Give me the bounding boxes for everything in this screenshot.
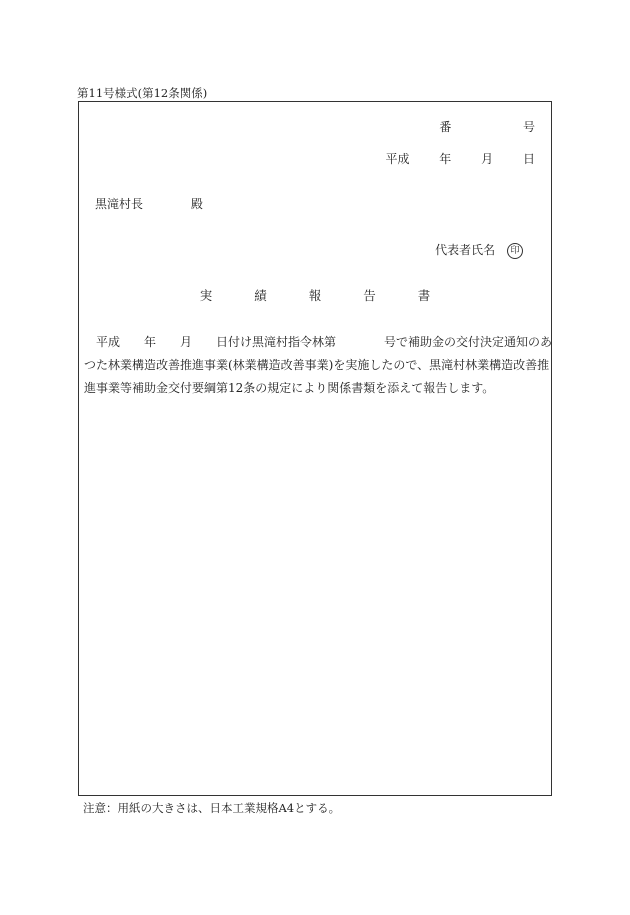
footnote: 注意：用紙の大きさは、日本工業規格A4とする。 — [83, 801, 341, 815]
title-char: 実 — [199, 288, 213, 303]
title-char: 告 — [363, 288, 376, 303]
body-text — [84, 331, 553, 400]
date-era: 平成 — [385, 152, 410, 166]
document-title — [79, 286, 551, 304]
document-frame — [78, 101, 552, 796]
representative-label: 代表者氏名 — [435, 243, 496, 257]
document-number-row — [439, 118, 535, 135]
addressee-honorific: 殿 — [190, 197, 203, 211]
number-label: 番 — [439, 120, 452, 134]
seal-icon: 印 — [507, 243, 523, 259]
title-char: 書 — [417, 288, 431, 303]
date-day-unit: 日 — [522, 152, 535, 166]
title-char: 報 — [308, 288, 322, 303]
body-line: つた林業構造改善推進事業(林業構造改善事業)を実施したので、黒滝村林業構造改善推 — [84, 358, 550, 372]
body-line: 進事業等補助金交付要綱第12条の規定により関係書類を添えて報告します。 — [84, 381, 495, 395]
addressee — [95, 195, 203, 212]
addressee-name: 黒滝村長 — [95, 197, 144, 211]
title-char: 績 — [254, 288, 267, 303]
representative-name-row — [435, 241, 523, 259]
date-row — [385, 150, 535, 167]
body-line: 平成 年 月 日付け黒滝村指令林第 号で補助金の交付決定通知のあ — [84, 335, 553, 349]
form-label: 第11号様式(第12条関係) — [77, 86, 208, 100]
date-year-unit: 年 — [439, 152, 452, 166]
date-month-unit: 月 — [481, 152, 494, 166]
number-suffix: 号 — [522, 120, 535, 134]
